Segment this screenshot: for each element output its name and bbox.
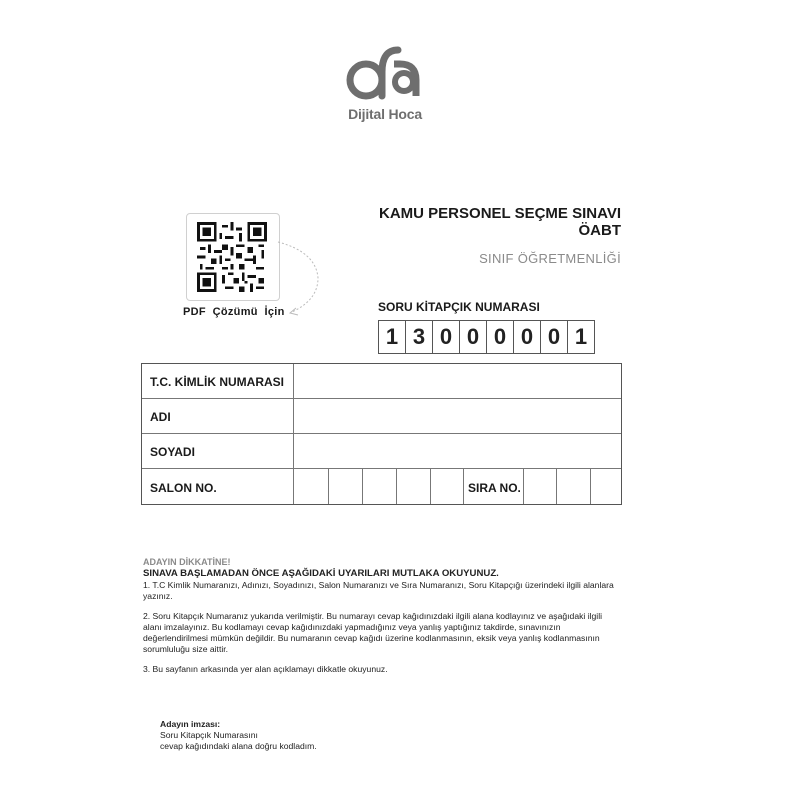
candidate-notice [143, 557, 623, 684]
brand-logo [335, 44, 435, 129]
booklet-digit: 1 [378, 320, 405, 354]
surname-label: SOYADI [150, 445, 195, 459]
sira-box-divider[interactable] [523, 469, 524, 504]
booklet-digit: 3 [405, 320, 432, 354]
booklet-digit: 0 [513, 320, 540, 354]
qr-caption: PDF Çözümü İçin [183, 306, 285, 318]
salon-box-divider[interactable] [463, 469, 464, 504]
booklet-number-boxes [378, 320, 595, 354]
name-row [142, 399, 621, 434]
booklet-digit: 0 [459, 320, 486, 354]
name-label: ADI [150, 410, 171, 424]
salon-box-divider[interactable] [430, 469, 431, 504]
booklet-number-label: SORU KİTAPÇIK NUMARASI [378, 300, 540, 314]
qr-code-icon [197, 222, 267, 292]
qr-code-frame[interactable] [186, 213, 280, 301]
salon-box-divider[interactable] [362, 469, 363, 504]
sira-box-divider[interactable] [556, 469, 557, 504]
salon-label: SALON NO. [150, 481, 217, 495]
dijital-hoca-logo-icon [342, 44, 422, 104]
department-name: SINIF ÖĞRETMENLİĞİ [479, 251, 621, 266]
exam-title: KAMU PERSONEL SEÇME SINAVI [379, 205, 621, 222]
sira-label: SIRA NO. [468, 481, 521, 495]
notice-item-2: 2. Soru Kitapçık Numaranız yukarıda verilmiştir. Bu numarayı cevap kağıdınızdaki ilgili alana kodlayınız ve aşağıdaki ilgili alanı imzalayınız. Bu kodlamayı cevap kağıdınızdaki yapmadığınız veya yanlış yaptığınız takdirde, sınavınızın değerlendirilmesi mümkün değildir. Bu numaranın cevap kağıdı üzerine kodlanmasının, eksik veya yanlış kodlanmasının sorumluluğu size aittir. [143, 611, 603, 654]
surname-row [142, 434, 621, 469]
salon-box-divider[interactable] [396, 469, 397, 504]
booklet-digit: 0 [486, 320, 513, 354]
booklet-digit: 1 [567, 320, 595, 354]
surname-field[interactable] [294, 434, 621, 468]
tc-row [142, 364, 621, 399]
tc-field[interactable] [294, 364, 621, 398]
divider [293, 469, 294, 504]
notice-item-3: 3. Bu sayfanın arkasında yer alan açıklamayı dikkatle okuyunuz. [143, 664, 388, 674]
tc-label: T.C. KİMLİK NUMARASI [150, 375, 284, 389]
candidate-info-table [141, 363, 622, 505]
brand-name: Dijital Hoca [348, 106, 422, 122]
notice-headline: SINAVA BAŞLAMADAN ÖNCE AŞAĞIDAKİ UYARILARI MUTLAKA OKUYUNUZ. [143, 568, 499, 579]
name-field[interactable] [294, 399, 621, 433]
booklet-digit: 0 [432, 320, 459, 354]
sira-box-divider[interactable] [590, 469, 591, 504]
notice-item-1: 1. T.C Kimlik Numaranızı, Adınızı, Soyadınızı, Salon Numaranızı ve Sıra Numaranızı, Soru Kitapçığı üzerindeki ilgili alanlara yazınız. [143, 580, 614, 601]
notice-warning: ADAYIN DİKKATİNE! [143, 557, 231, 567]
signature-line-2: cevap kağıdındaki alana doğru kodladım. [160, 741, 317, 751]
signature-block [160, 719, 317, 752]
salon-row [142, 469, 621, 504]
booklet-digit: 0 [540, 320, 567, 354]
exam-subtitle: ÖABT [578, 222, 621, 239]
salon-box-divider[interactable] [328, 469, 329, 504]
signature-title: Adayın imzası: [160, 719, 221, 729]
signature-line-1: Soru Kitapçık Numarasını [160, 730, 258, 740]
